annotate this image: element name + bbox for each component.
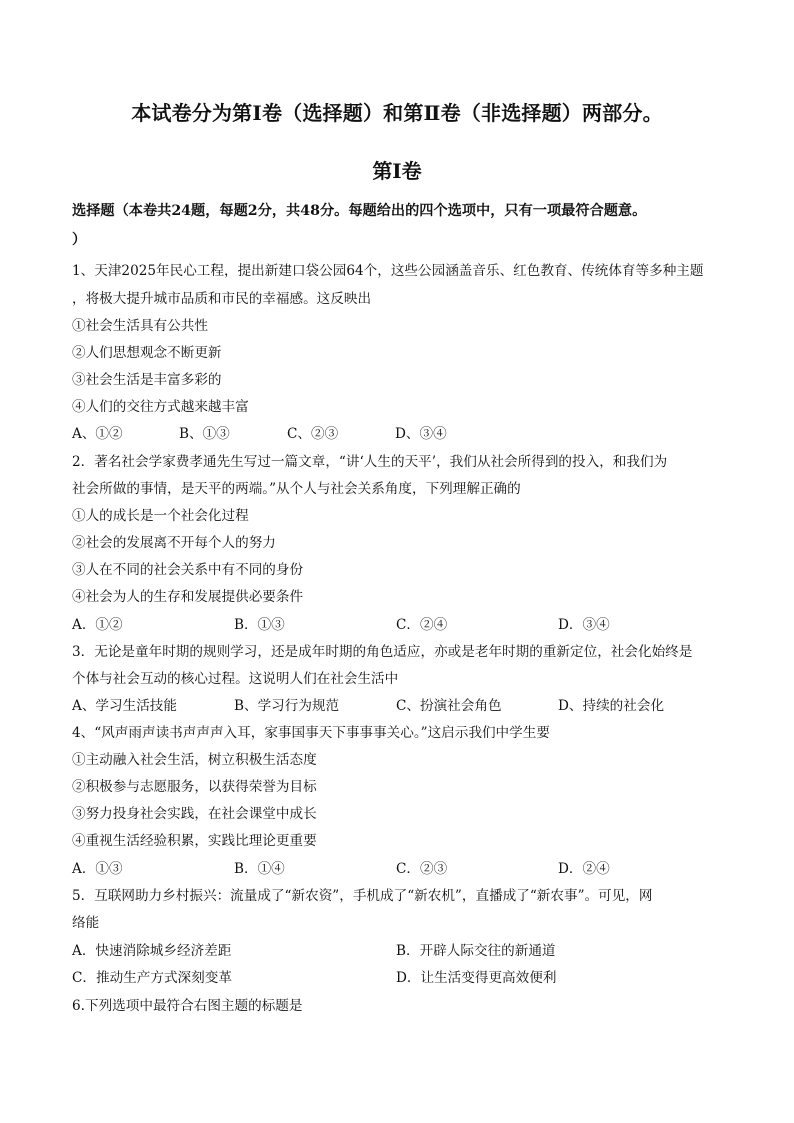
q2-option-b[interactable]: B．①③ bbox=[234, 617, 285, 633]
section-instruction-close: ） bbox=[72, 232, 86, 248]
q5-stem-line2: 络能 bbox=[72, 915, 100, 931]
q2-option-c[interactable]: C．②④ bbox=[396, 617, 448, 633]
q1-item-3: ③社会生活是丰富多彩的 bbox=[72, 372, 222, 388]
q5-option-c[interactable]: C．推动生产方式深刻变革 bbox=[72, 970, 232, 986]
q6-stem-line1: 6.下列选项中最符合右图主题的标题是 bbox=[72, 998, 303, 1014]
q1-item-2: ②人们思想观念不断更新 bbox=[72, 345, 222, 361]
q2-item-2: ②社会的发展离不开每个人的努力 bbox=[72, 535, 276, 551]
q5-option-b[interactable]: B．开辟人际交往的新通道 bbox=[396, 943, 556, 959]
q3-stem-line2: 个体与社会互动的核心过程。这说明人们在社会生活中 bbox=[72, 671, 399, 687]
section-instruction: 选择题（本卷共24题，每题2分，共48分。每题给出的四个选项中，只有一项最符合题意。 bbox=[72, 203, 647, 219]
q4-item-4: ④重视生活经验积累，实践比理论更重要 bbox=[72, 833, 317, 849]
q3-option-a[interactable]: A、学习生活技能 bbox=[72, 698, 177, 714]
q2-option-d[interactable]: D．③④ bbox=[558, 617, 610, 633]
q3-option-b[interactable]: B、学习行为规范 bbox=[234, 698, 340, 714]
q3-stem-line1: 3．无论是童年时期的规则学习，还是成年时期的角色适应，亦或是老年时期的重新定位，社会化始终是 bbox=[72, 644, 693, 660]
q1-stem-line1: 1、天津2025年民心工程，提出新建口袋公园64个，这些公园涵盖音乐、红色教育、传统体育等多种主题 bbox=[72, 263, 704, 279]
q1-stem-line2: ，将极大提升城市品质和市民的幸福感。这反映出 bbox=[72, 291, 372, 307]
q2-option-a[interactable]: A．①② bbox=[72, 617, 123, 633]
q1-option-c[interactable]: C、②③ bbox=[287, 426, 339, 442]
q4-option-c[interactable]: C．②③ bbox=[396, 861, 448, 877]
q1-item-4: ④人们的交往方式越来越丰富 bbox=[72, 399, 249, 415]
q2-item-1: ①人的成长是一个社会化过程 bbox=[72, 508, 249, 524]
q1-option-d[interactable]: D、③④ bbox=[395, 426, 447, 442]
q5-stem-line1: 5．互联网助力乡村振兴：流量成了“新农资”，手机成了“新农机”，直播成了“新农事”。可见，网 bbox=[72, 888, 653, 904]
q4-item-2: ②积极参与志愿服务，以获得荣誉为目标 bbox=[72, 779, 317, 795]
q3-option-c[interactable]: C、扮演社会角色 bbox=[396, 698, 502, 714]
q2-item-3: ③人在不同的社会关系中有不同的身份 bbox=[72, 562, 304, 578]
q1-item-1: ①社会生活具有公共性 bbox=[72, 318, 208, 334]
q4-item-1: ①主动融入社会生活，树立积极生活态度 bbox=[72, 752, 317, 768]
q4-option-d[interactable]: D．②④ bbox=[558, 861, 610, 877]
q3-option-d[interactable]: D、持续的社会化 bbox=[558, 698, 665, 714]
q2-stem-line1: 2．著名社会学家费孝通先生写过一篇文章，“讲‘人生的天平’，我们从社会所得到的投入，和我们为 bbox=[72, 454, 668, 470]
q2-item-4: ④社会为人的生存和发展提供必要条件 bbox=[72, 589, 304, 605]
q1-option-b[interactable]: B、①③ bbox=[179, 426, 230, 442]
q4-option-b[interactable]: B．①④ bbox=[234, 861, 285, 877]
q1-option-a[interactable]: A、①② bbox=[72, 426, 123, 442]
volume-title: 第Ⅰ卷 bbox=[372, 159, 422, 183]
q2-stem-line2: 社会所做的事情，是天平的两端。”从个人与社会关系角度，下列理解正确的 bbox=[72, 481, 521, 497]
q4-item-3: ③努力投身社会实践，在社会课堂中成长 bbox=[72, 806, 317, 822]
q4-option-a[interactable]: A．①③ bbox=[72, 861, 123, 877]
exam-main-title: 本试卷分为第Ⅰ卷（选择题）和第Ⅱ卷（非选择题）两部分。 bbox=[131, 101, 663, 125]
q5-option-a[interactable]: A．快速消除城乡经济差距 bbox=[72, 943, 232, 959]
q5-option-d[interactable]: D．让生活变得更高效便利 bbox=[396, 970, 557, 986]
q4-stem-line1: 4、“风声雨声读书声声声入耳，家事国事天下事事事关心。”这启示我们中学生要 bbox=[72, 725, 550, 741]
